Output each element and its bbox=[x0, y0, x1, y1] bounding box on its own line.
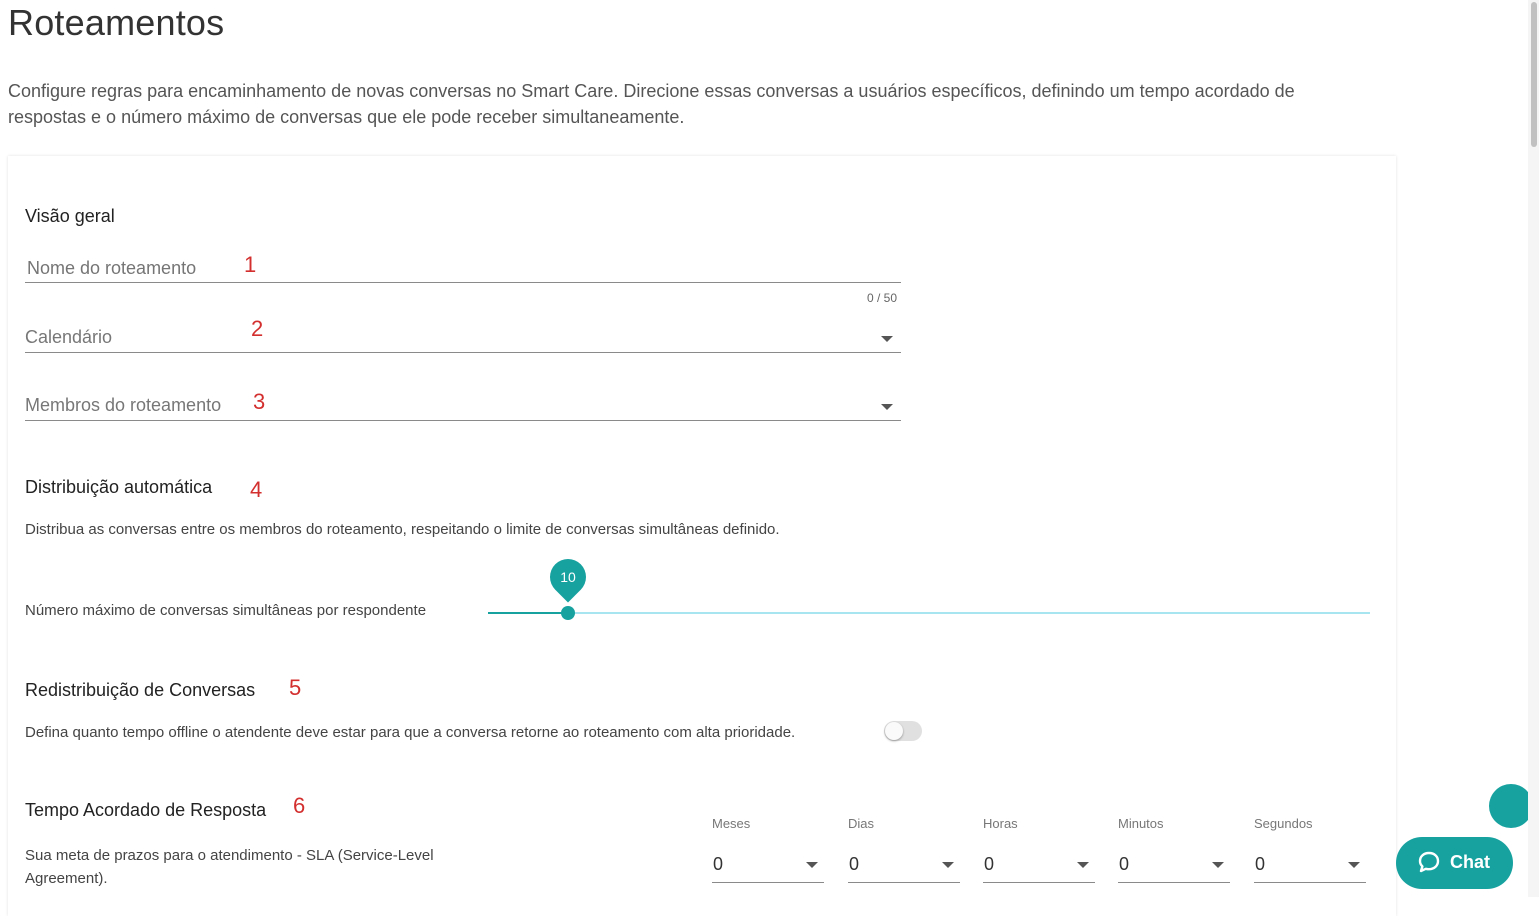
sla-days-select[interactable] bbox=[848, 844, 960, 883]
routing-form-card bbox=[8, 156, 1396, 916]
routing-members-chevron-down-icon bbox=[881, 404, 893, 410]
sla-seconds-label: Segundos bbox=[1254, 816, 1313, 831]
sla-months-chevron-down-icon bbox=[806, 862, 818, 868]
max-conversations-slider-track[interactable] bbox=[568, 612, 1370, 614]
sla-hours-select[interactable] bbox=[983, 844, 1095, 883]
sla-days-chevron-down-icon bbox=[942, 862, 954, 868]
calendar-chevron-down-icon bbox=[881, 336, 893, 342]
sla-minutes-select[interactable] bbox=[1118, 844, 1230, 883]
routing-members-select[interactable] bbox=[25, 390, 901, 421]
overview-section-title: Visão geral bbox=[25, 206, 115, 226]
sla-seconds-value: 0 bbox=[1255, 854, 1266, 874]
page-description: Configure regras para encaminhamento de novas conversas no Smart Care. Direcione essas conversas a usuários específicos, definindo um tempo acordado de respostas e o número máximo de conversas que ele pode receber simultaneamente. bbox=[8, 81, 1295, 127]
sla-hours-value: 0 bbox=[984, 854, 995, 874]
scrollbar-thumb[interactable] bbox=[1531, 2, 1537, 147]
routing-members-placeholder: Membros do roteamento bbox=[25, 395, 222, 415]
sla-description: Sua meta de prazos para o atendimento - SLA (Service-Level Agreement). bbox=[25, 847, 434, 887]
sla-minutes-label: Minutos bbox=[1118, 816, 1164, 831]
floating-action-button[interactable] bbox=[1489, 784, 1533, 828]
annotation-marker-5: 5 bbox=[289, 675, 302, 700]
sla-months-label: Meses bbox=[712, 816, 751, 831]
sla-months-value: 0 bbox=[713, 854, 724, 874]
sla-minutes-field bbox=[1118, 816, 1232, 886]
annotation-marker-3: 3 bbox=[253, 389, 266, 414]
routing-name-char-counter: 0 / 50 bbox=[867, 291, 898, 305]
redistribution-toggle-knob bbox=[885, 722, 903, 740]
sla-seconds-select[interactable] bbox=[1254, 844, 1366, 883]
sla-title: Tempo Acordado de Resposta bbox=[25, 800, 267, 820]
chat-bubble-icon bbox=[1418, 851, 1440, 873]
sla-days-label: Dias bbox=[848, 816, 875, 831]
sla-months-select[interactable] bbox=[712, 844, 824, 883]
chat-button-label: Chat bbox=[1450, 852, 1490, 872]
sla-minutes-value: 0 bbox=[1119, 854, 1130, 874]
sla-days-value: 0 bbox=[849, 854, 860, 874]
slider-value: 10 bbox=[560, 569, 576, 585]
sla-months-field bbox=[712, 816, 826, 886]
annotation-marker-2: 2 bbox=[251, 316, 264, 341]
max-conversations-slider-thumb[interactable] bbox=[561, 606, 575, 620]
sla-seconds-chevron-down-icon bbox=[1348, 862, 1360, 868]
routing-name-field[interactable] bbox=[25, 252, 901, 283]
annotation-marker-6: 6 bbox=[293, 793, 306, 818]
sla-hours-field bbox=[983, 816, 1097, 886]
calendar-select[interactable] bbox=[25, 322, 901, 353]
max-conversations-label: Número máximo de conversas simultâneas por respondente bbox=[25, 602, 427, 619]
redistribution-title: Redistribuição de Conversas bbox=[25, 680, 256, 700]
sla-minutes-chevron-down-icon bbox=[1212, 862, 1224, 868]
annotation-marker-4: 4 bbox=[250, 477, 263, 502]
sla-hours-chevron-down-icon bbox=[1077, 862, 1089, 868]
routing-name-input[interactable] bbox=[25, 257, 889, 280]
chat-button[interactable] bbox=[1396, 837, 1513, 889]
sla-hours-label: Horas bbox=[983, 816, 1018, 831]
calendar-select-placeholder: Calendário bbox=[25, 327, 113, 347]
sla-days-field bbox=[848, 816, 962, 886]
redistribution-description: Defina quanto tempo offline o atendente deve estar para que a conversa retorne ao roteamento com alta prioridade. bbox=[25, 724, 796, 741]
annotation-marker-1: 1 bbox=[244, 252, 257, 277]
sla-seconds-field bbox=[1254, 816, 1368, 886]
redistribution-toggle[interactable] bbox=[884, 721, 922, 741]
max-conversations-slider-active-track[interactable] bbox=[488, 612, 568, 614]
page-title: Roteamentos bbox=[8, 2, 225, 43]
auto-distribution-title: Distribuição automática bbox=[25, 477, 213, 497]
auto-distribution-description: Distribua as conversas entre os membros do roteamento, respeitando o limite de conversas simultâneas definido. bbox=[25, 521, 780, 538]
